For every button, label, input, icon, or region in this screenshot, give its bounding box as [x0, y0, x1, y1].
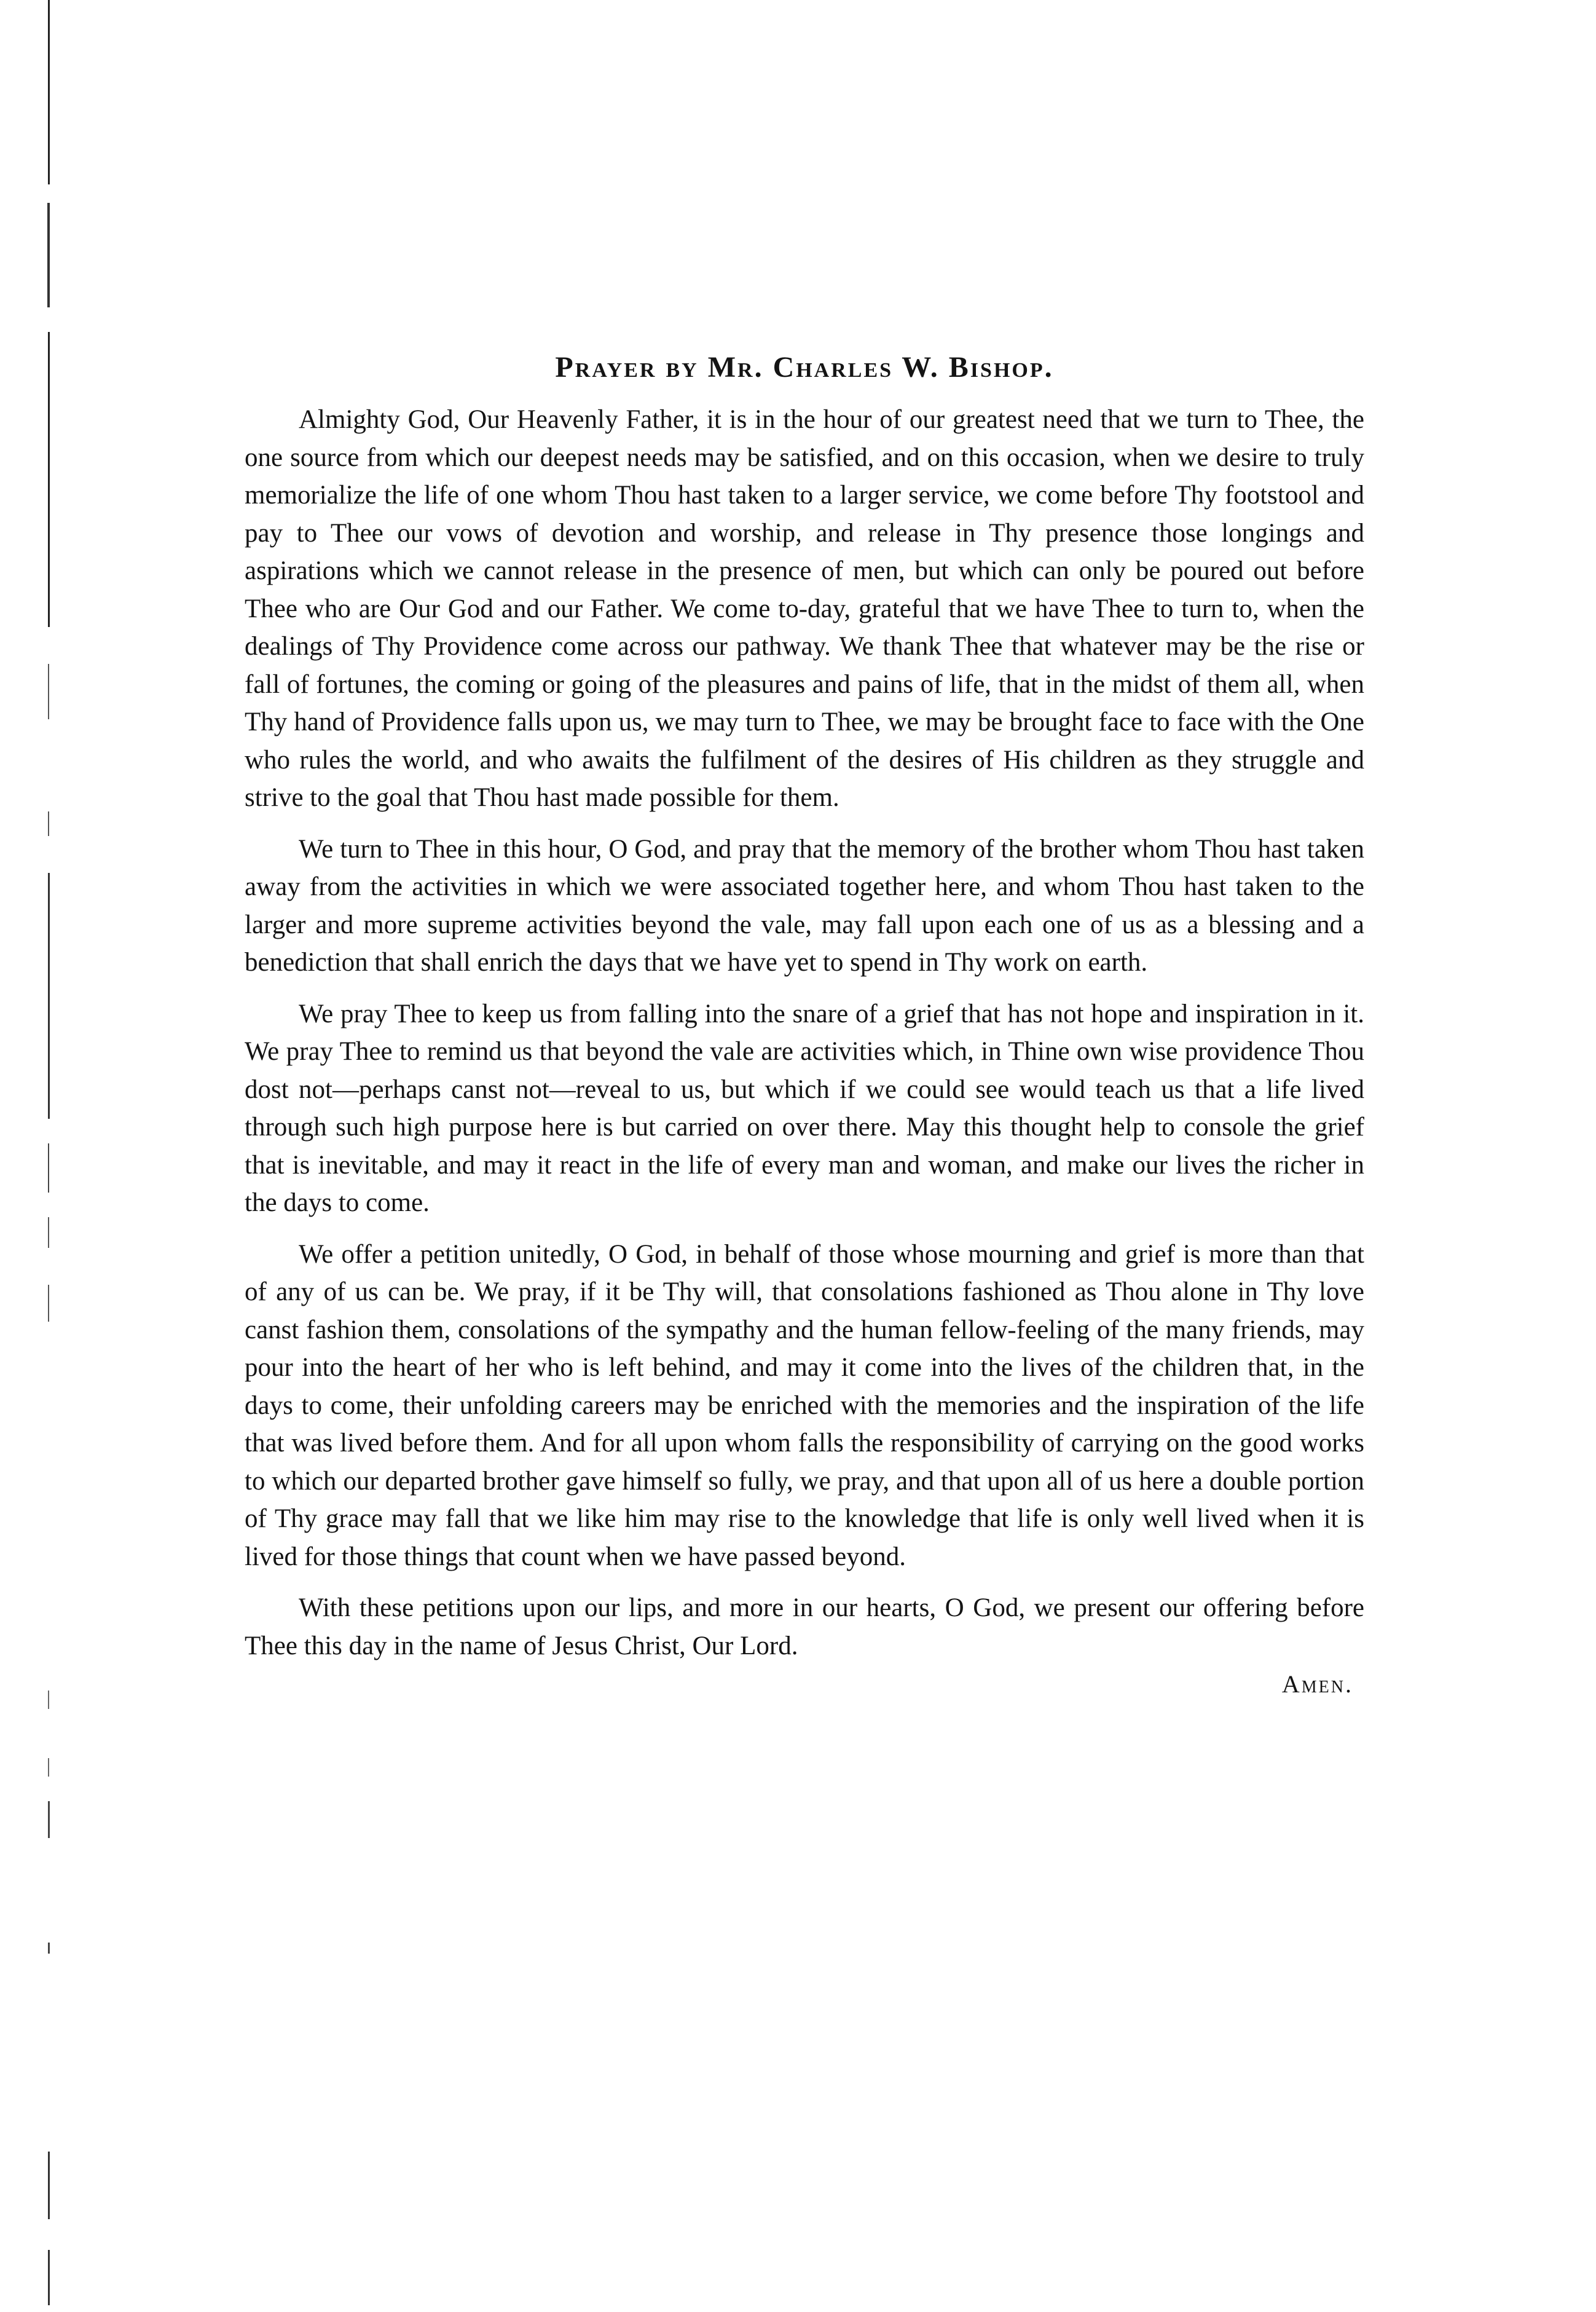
paragraph: Almighty God, Our Heavenly Father, it is in the hour of our greatest need that we turn to Thee, the one source from which our deepest needs may be satisfied, and on this occasion, when we desire to truly memorialize the life of one whom Thou hast taken to a larger service, we come before Thy footstool and pay to Thee our vows of devotion and worship, and release in Thy presence those longings and aspirations which we cannot release in the presence of men, but which can only be poured out before Thee who are Our God and our Father. We come to-day, grateful that we have Thee to turn to, when the dealings of Thy Providence come across our pathway. We thank Thee that whatever may be the rise or fall of fortunes, the coming or going of the pleasures and pains of life, that in the midst of them all, when Thy hand of Providence falls upon us, we may turn to Thee, we may be brought face to face with the One who rules the world, and who awaits the fulfilment of the desires of His children as they struggle and strive to the goal that Thou hast made possible for them.: [245, 405, 1364, 812]
paragraph: We pray Thee to keep us from falling into the snare of a grief that has not hope and inspiration in it. We pray Thee to remind us that beyond the vale are activities which, in Thine own wise providence Thou dost not—perhaps canst not—reveal to us, but which if we could see would teach us that a life lived through such high purpose here is but carried on over there. May this thought help to console the grief that is inevitable, and may it react in the life of every man and woman, and make our lives the richer in the days to come.: [245, 999, 1364, 1217]
prayer-title: Prayer by Mr. Charles W. Bishop.: [555, 351, 1054, 384]
paragraph: With these petitions upon our lips, and more in our hearts, O God, we present our offering before Thee this day in the name of Jesus Christ, Our Lord.: [245, 1593, 1364, 1660]
closing-amen: Amen.: [1281, 1670, 1353, 1698]
paragraph: We offer a petition unitedly, O God, in behalf of those whose mourning and grief is more than that of any of us can be. We pray, if it be Thy will, that consolations fashioned as Thou alone in Thy love canst fashion them, consolations of the sympathy and the human fellow-feeling of the many friends, may pour into the heart of her who is left behind, and may it come into the lives of the children that, in the days to come, their unfolding careers may be enriched with the memories and the inspiration of the life that was lived before them. And for all upon whom falls the responsibility of carrying on the good works to which our departed brother gave himself so fully, we pray, and that upon all of us here a double portion of Thy grace may fall that we like him may rise to the knowledge that life is only well lived when it is lived for those things that count when we have passed beyond.: [245, 1239, 1364, 1571]
scan-edge-marks: [45, 0, 53, 2312]
prayer-text: [245, 349, 1364, 1702]
paragraph: We turn to Thee in this hour, O God, and pray that the memory of the brother whom Thou hast taken away from the activities in which we were associated together here, and whom Thou hast taken to the larger and more supreme activities beyond the vale, may fall upon each one of us as a blessing and a benediction that shall enrich the days that we have yet to spend in Thy work on earth.: [245, 834, 1364, 977]
